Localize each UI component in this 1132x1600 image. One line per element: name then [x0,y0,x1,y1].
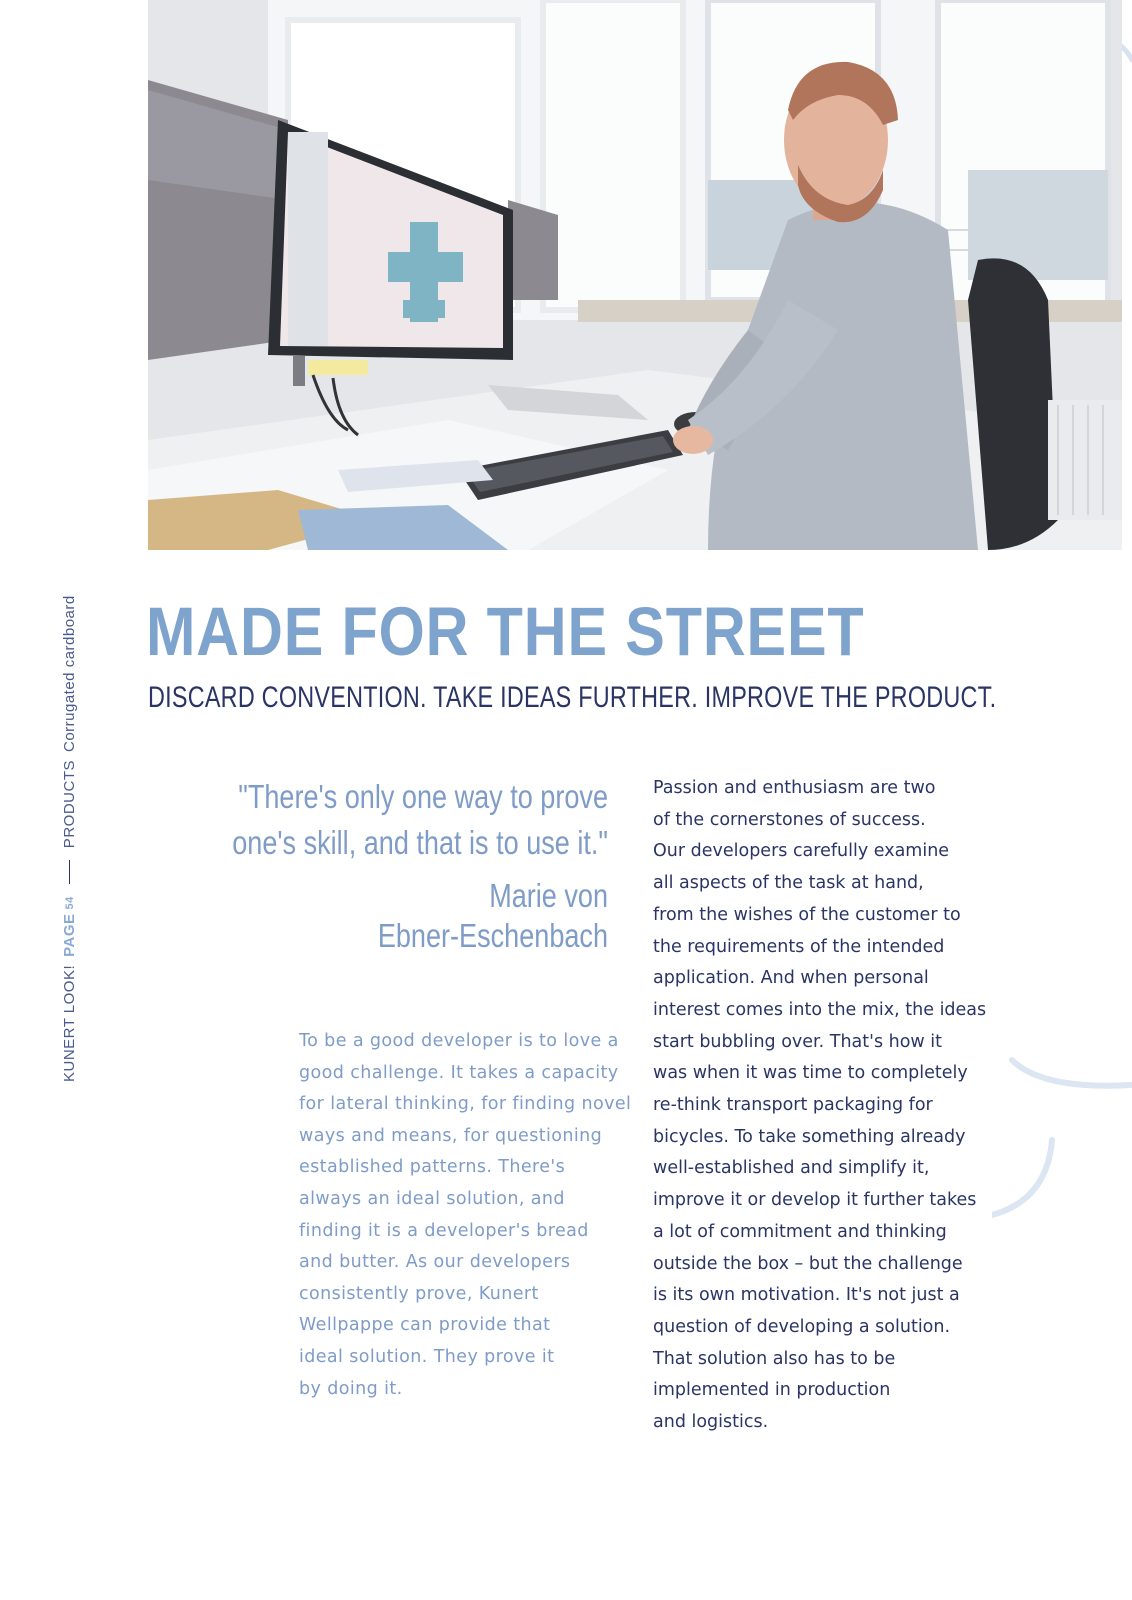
text-line: established patterns. There's [299,1157,566,1178]
text-line: ideal solution. They prove it [299,1346,555,1367]
text-line: for lateral thinking, for finding novel [299,1094,632,1115]
text-line: Wellpappe can provide that [299,1315,551,1336]
text-line: by doing it. [299,1378,403,1399]
text-line: well-established and simplify it, [653,1158,930,1179]
text-line: start bubbling over. That's how it [653,1031,943,1052]
page-subtitle: DISCARD CONVENTION. TAKE IDEAS FURTHER. IMPROVE THE PRODUCT. [148,681,997,714]
text-line: re-think transport packaging for [653,1095,933,1116]
hero-photo [148,0,1122,550]
text-line: application. And when personal [653,968,929,989]
text-line: from the wishes of the customer to [653,904,961,925]
pull-quote [148,774,608,956]
text-line: Our developers carefully examine [653,841,950,862]
page-title: MADE FOR THE STREET [146,593,865,670]
text-line: finding it is a developer's bread [299,1220,589,1241]
quote-author-line: Ebner-Eschenbach [377,917,608,954]
text-line: bicycles. To take something already [653,1126,966,1147]
text-line: interest comes into the mix, the ideas [653,999,987,1020]
text-line: is its own motivation. It's not just a [653,1285,960,1306]
text-line: and logistics. [653,1412,769,1433]
topic-name: Corrugated cardboard [61,595,78,753]
body-paragraph [653,773,998,1439]
quote-author [148,876,608,956]
quote-author-line: Marie von [489,877,608,914]
text-line: question of developing a solution. [653,1316,951,1337]
text-line: To be a good developer is to love a [299,1031,619,1051]
page-label: PAGE [61,913,78,957]
text-line: improve it or develop it further takes [653,1190,977,1211]
text-line: always an ideal solution, and [299,1188,565,1209]
text-line: That solution also has to be [653,1348,896,1369]
text-line: outside the box – but the challenge [653,1253,963,1274]
quote-line: one's skill, and that is to use it." [232,824,608,861]
text-line: was when it was time to completely [653,1063,968,1084]
text-line: ways and means, for questioning [299,1125,603,1146]
text-line: all aspects of the task at hand, [653,873,924,894]
text-line: implemented in production [653,1380,891,1401]
text-line: good challenge. It takes a capacity [299,1062,619,1083]
quote-line: "There's only one way to prove [238,778,608,815]
text-line: the requirements of the intended [653,936,945,957]
office-scene-illustration [148,0,1122,550]
intro-paragraph [299,1026,639,1405]
text-line: of the cornerstones of success. [653,809,926,830]
text-line: and butter. As our developers [299,1252,571,1273]
text-line: a lot of commitment and thinking [653,1221,947,1242]
brand-name: KUNERT LOOK! [61,964,78,1082]
section-name: PRODUCTS [61,760,78,849]
running-header [61,595,78,1082]
separator-dash [69,860,71,884]
text-line: Passion and enthusiasm are two [653,778,936,798]
page-number: 54 [63,896,76,910]
text-line: consistently prove, Kunert [299,1283,539,1304]
